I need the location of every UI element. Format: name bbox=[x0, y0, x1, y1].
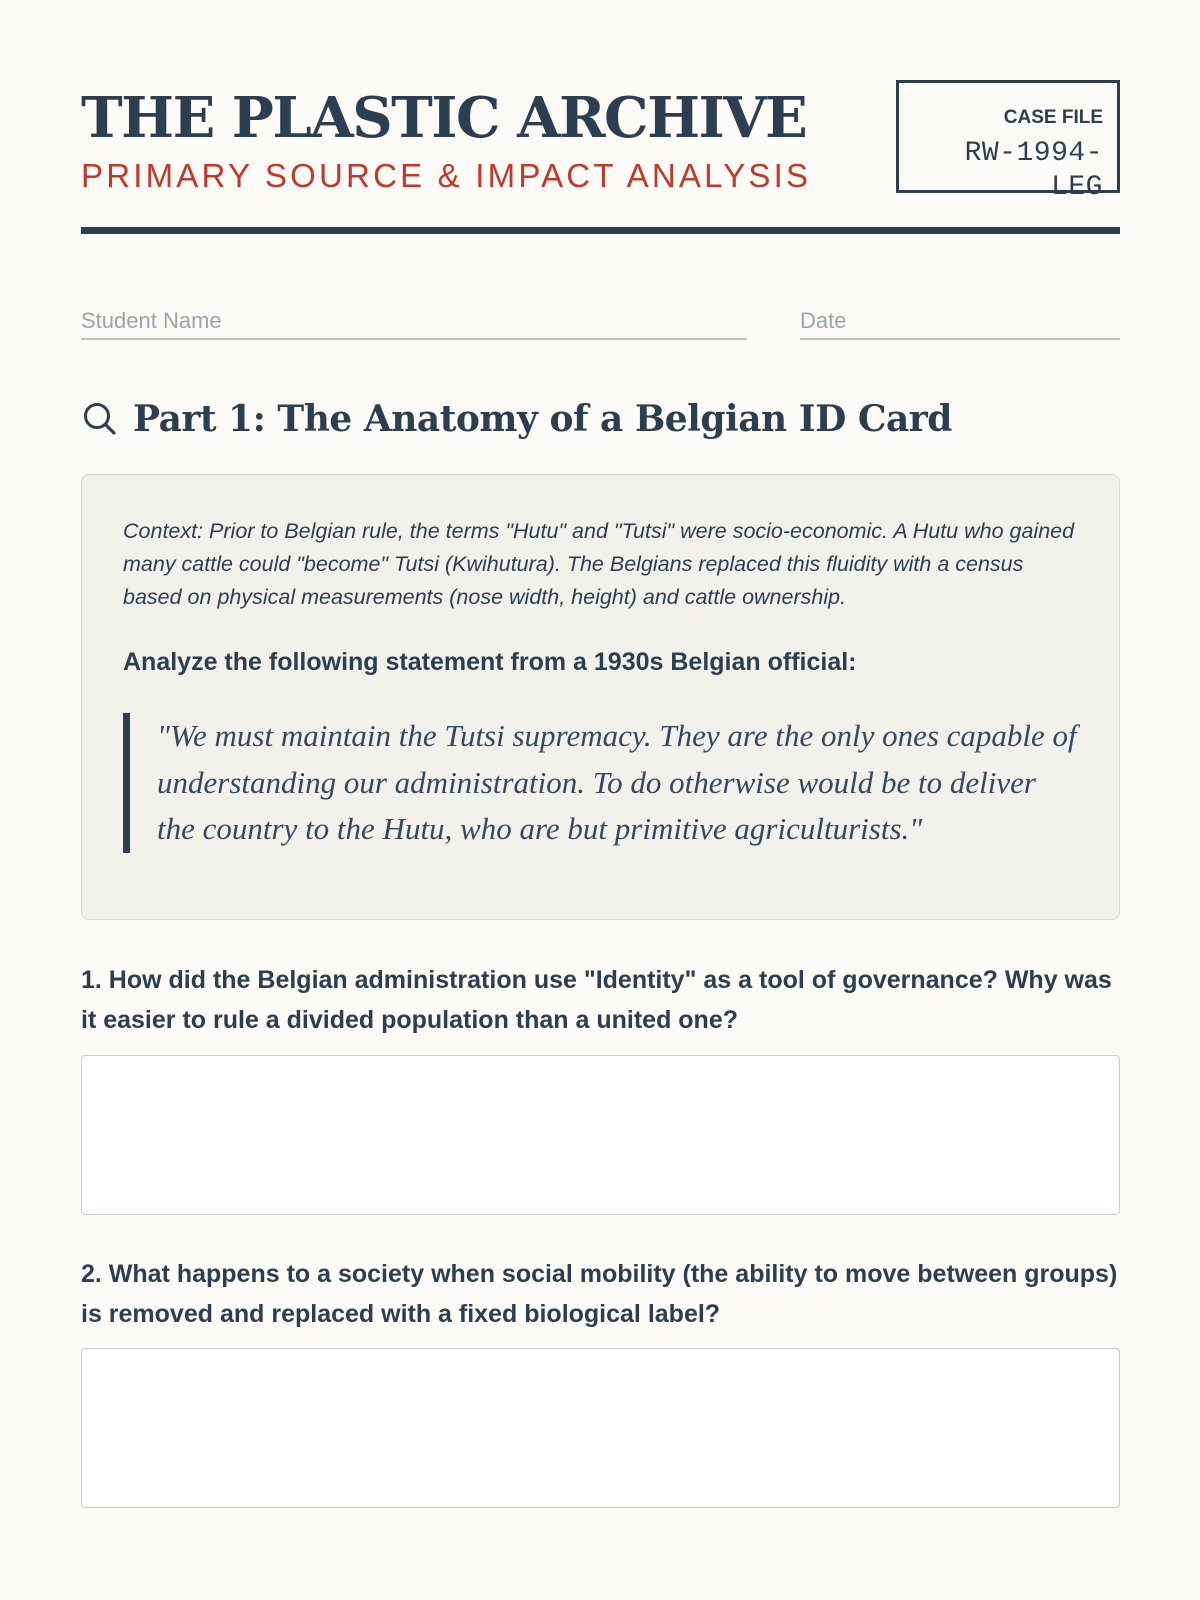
context-box bbox=[81, 474, 1120, 920]
official-quote: "We must maintain the Tutsi supremacy. They are the only ones capable of understanding our administration. To do otherwise would be to deliver the country to the Hutu, who are but primitive agriculturists." bbox=[123, 713, 1077, 853]
analyze-prompt: Analyze the following statement from a 1930s Belgian official: bbox=[123, 648, 857, 676]
answer-2-textarea[interactable] bbox=[81, 1348, 1120, 1508]
answer-1-textarea[interactable] bbox=[81, 1055, 1120, 1215]
worksheet-header bbox=[81, 80, 1120, 234]
case-file-label: CASE FILE bbox=[1003, 107, 1103, 128]
archive-title: THE PLASTIC ARCHIVE bbox=[81, 85, 807, 151]
context-text: Context: Prior to Belgian rule, the terms "Hutu" and "Tutsi" were socio-economic. A Hutu who gained many cattle could "become" Tutsi (Kwihutura). The Belgians replaced this fluidity with a census based on physical measurements (nose width, height) and cattle ownership. bbox=[123, 519, 1075, 609]
case-file-box bbox=[896, 80, 1120, 203]
question-2: 2. What happens to a society when social mobility (the ability to move between groups) is removed and replaced with a fixed biological label? bbox=[81, 1260, 1118, 1328]
search-icon bbox=[81, 400, 119, 438]
date-field bbox=[800, 304, 1120, 340]
student-name-field bbox=[81, 304, 747, 340]
student-name-input[interactable] bbox=[81, 304, 747, 338]
archive-subtitle: PRIMARY SOURCE & IMPACT ANALYSIS bbox=[81, 157, 812, 194]
case-file-id: RW-1994-LEG bbox=[964, 138, 1103, 203]
part1-heading bbox=[81, 394, 952, 444]
question-1: 1. How did the Belgian administration use "Identity" as a tool of governance? Why was it easier to rule a divided population than a united one? bbox=[81, 966, 1112, 1034]
date-input[interactable] bbox=[800, 304, 1120, 338]
header-divider bbox=[81, 227, 1120, 234]
part1-title: Part 1: The Anatomy of a Belgian ID Card bbox=[133, 398, 952, 440]
